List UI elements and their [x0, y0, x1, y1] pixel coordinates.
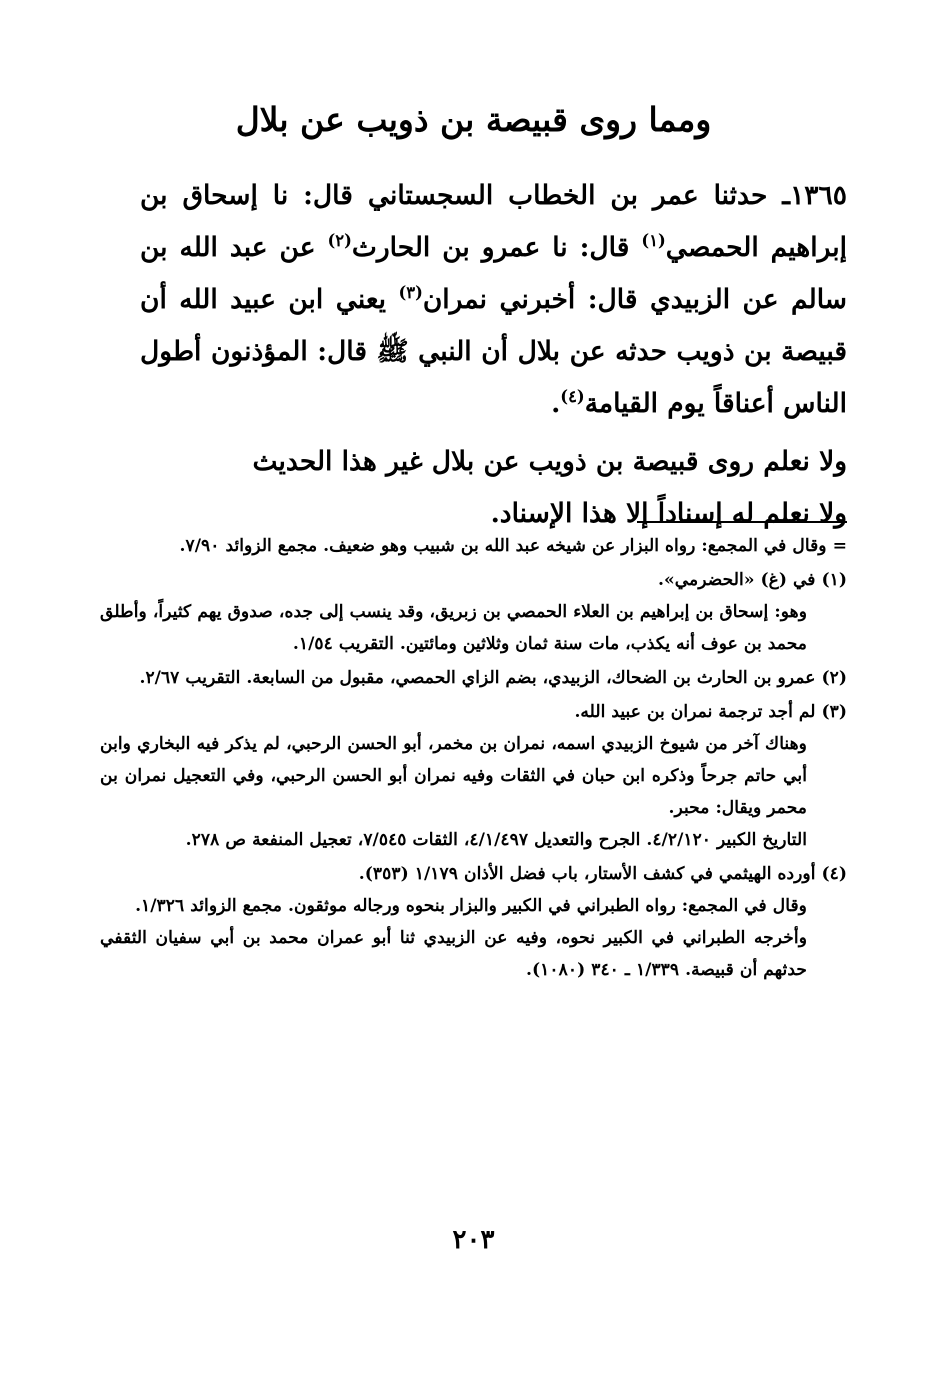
editor-comment	[140, 436, 847, 540]
footnote-1-body: وهو: إسحاق بن إبراهيم بن العلاء الحمصي بن زبريق، وقد ينسب إلى جده، صدوق يهم كثيراً، وأطلق محمد بن عوف أنه يكذب، مات سنة ثمان وثلاثين ومائتين. التقريب ١/٥٤.	[100, 602, 807, 654]
comment-line-2: ولا نعلم له إسناداً إلا هذا الإسناد.	[490, 498, 847, 529]
footnote-4-head: (٤) أورده الهيثمي في كشف الأستار، باب فضل الأذان ١/١٧٩ (٣٥٣).	[358, 864, 847, 884]
hadith-block	[140, 170, 847, 540]
footnotes	[100, 530, 847, 986]
hadith-text-part: .	[551, 388, 561, 419]
page-number: ٢٠٣	[452, 1225, 495, 1255]
footnote-2-head: (٢) عمرو بن الحارث بن الضحاك، الزبيدي، بضم الزاي الحمصي، مقبول من السابعة. التقريب ٢/٦٧.	[139, 668, 847, 688]
hadith-text-part: يعني ابن عبيد الله أن قبيصة بن ذويب حدثه عن بلال أن النبي ﷺ قال: المؤذنون أطول الناس أعناقاً يوم القيامة	[140, 284, 847, 419]
footnote-ref-1: (١)	[641, 231, 666, 251]
footnote-3-head: (٣) لم أجد ترجمة نمران بن عبيد الله.	[574, 702, 847, 722]
footnote-ref-2: (٢)	[327, 231, 352, 251]
section-title: ومما روى قبيصة بن ذويب عن بلال	[235, 100, 712, 139]
footnote-4-body-1: وقال في المجمع: رواه الطبراني في الكبير والبزار بنحوه ورجاله موثقون. مجمع الزوائد ١/٣٢٦.	[135, 896, 807, 916]
hadith-text-part: ـ حدثنا عمر بن الخطاب السجستاني قال: نا إسحاق بن إبراهيم الحمصي	[140, 180, 847, 263]
footnote-4-body-2: وأخرجه الطبراني في الكبير نحوه، وفيه عن الزبيدي ثنا أبو عمران محمد بن أبي سفيان الثقفي حدثهم أن قبيصة. ١/٣٣٩ ـ ٣٤٠ (١٠٨٠).	[100, 928, 807, 980]
footnote-ref-4: (٤)	[560, 387, 585, 407]
hadith-number: ١٣٦٥	[790, 180, 847, 211]
footnote-continued: = وقال في المجمع: رواه البزار عن شيخه عبد الله بن شبيب وهو ضعيف. مجمع الزوائد ٧/٩٠.	[179, 536, 847, 556]
hadith-text	[140, 170, 847, 430]
hadith-text-part: عن عبد الله بن سالم عن الزبيدي قال: أخبرني نمران	[140, 232, 847, 315]
comment-line-1: ولا نعلم روى قبيصة بن ذويب عن بلال غير هذا الحديث	[252, 446, 847, 477]
footnote-3-refs: التاريخ الكبير ٤/٢/١٢٠. الجرح والتعديل ٤/١/٤٩٧، الثقات ٧/٥٤٥، تعجيل المنفعة ص ٢٧٨.	[185, 830, 807, 850]
footnote-separator	[637, 521, 847, 523]
hadith-text-part: قال: نا عمرو بن الحارث	[351, 232, 642, 263]
footnote-ref-3: (٣)	[398, 283, 423, 303]
footnote-1-head: (١) في (غ) «الحضرمي».	[657, 570, 847, 590]
footnote-3-body: وهناك آخر من شيوخ الزبيدي اسمه، نمران بن مخمر، أبو الحسن الرحبي، لم يذكر فيه البخاري وابن أبي حاتم جرحاً وذكره ابن حبان في الثقات وفيه نمران أبو الحسن الرحبي، وفي التعجيل نمران بن محمر ويقال: محبر.	[100, 734, 807, 818]
